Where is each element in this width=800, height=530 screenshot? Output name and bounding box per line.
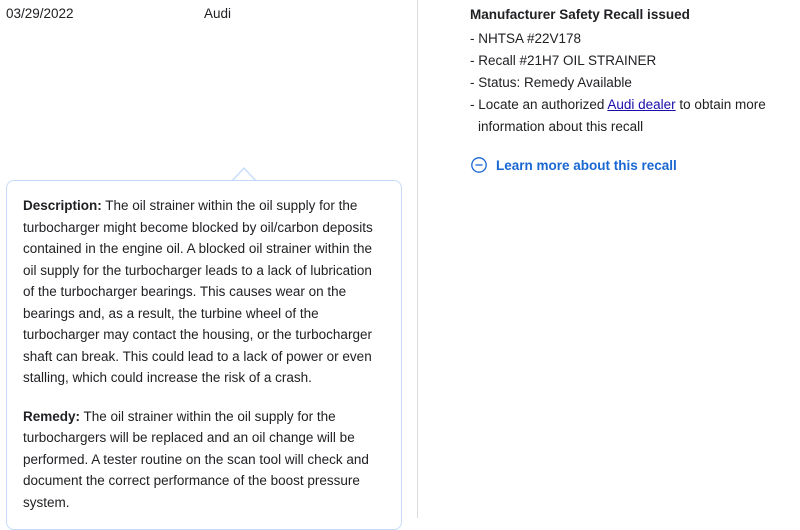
recall-number: - Recall #21H7 OIL STRAINER [470,53,657,68]
recall-status: - Status: Remedy Available [470,75,632,90]
locate-second-line: information about this recall [478,119,644,134]
locate-suffix-text: to obtain more [675,97,766,112]
recall-details-panel [470,5,790,174]
locate-prefix-text: - Locate an authorized [470,97,608,112]
vehicle-make: Audi [204,6,232,21]
column-divider [417,0,418,518]
recall-date: 03/29/2022 [6,6,74,21]
recall-nhtsa-number: - NHTSA #22V178 [470,31,582,46]
description-paragraph [23,195,385,389]
description-text: The oil strainer within the oil supply for the turbocharger might become blocked by oil/carbon deposits contained in the engine oil. A blocked oil strainer within the oil supply for the turbocharger leads to a lack of lubrication of the turbocharger bearings. This causes wear on the bearings and, as a result, the turbine wheel of the turbocharger may contact the housing, or the turbocharger shaft can break. This could lead to a lack of power or even stalling, which could increase the risk of a crash. [23,198,373,385]
recall-locate-dealer [470,94,790,138]
remedy-paragraph [23,406,385,514]
description-label: Description: [23,198,102,213]
recall-heading: Manufacturer Safety Recall issued [470,7,690,22]
learn-more-label: Learn more about this recall [496,157,677,173]
recall-description-callout [6,180,402,530]
audi-dealer-link[interactable]: Audi dealer [607,97,676,112]
remedy-text: The oil strainer within the oil supply for the turbochargers will be replaced and an oil change will be performed. A tester routine on the scan tool will check and document the correct performance of the boost pressure system. [23,408,369,510]
learn-more-about-recall-button[interactable] [470,156,790,174]
remedy-label: Remedy: [23,408,81,424]
minus-circle-icon [470,156,488,174]
